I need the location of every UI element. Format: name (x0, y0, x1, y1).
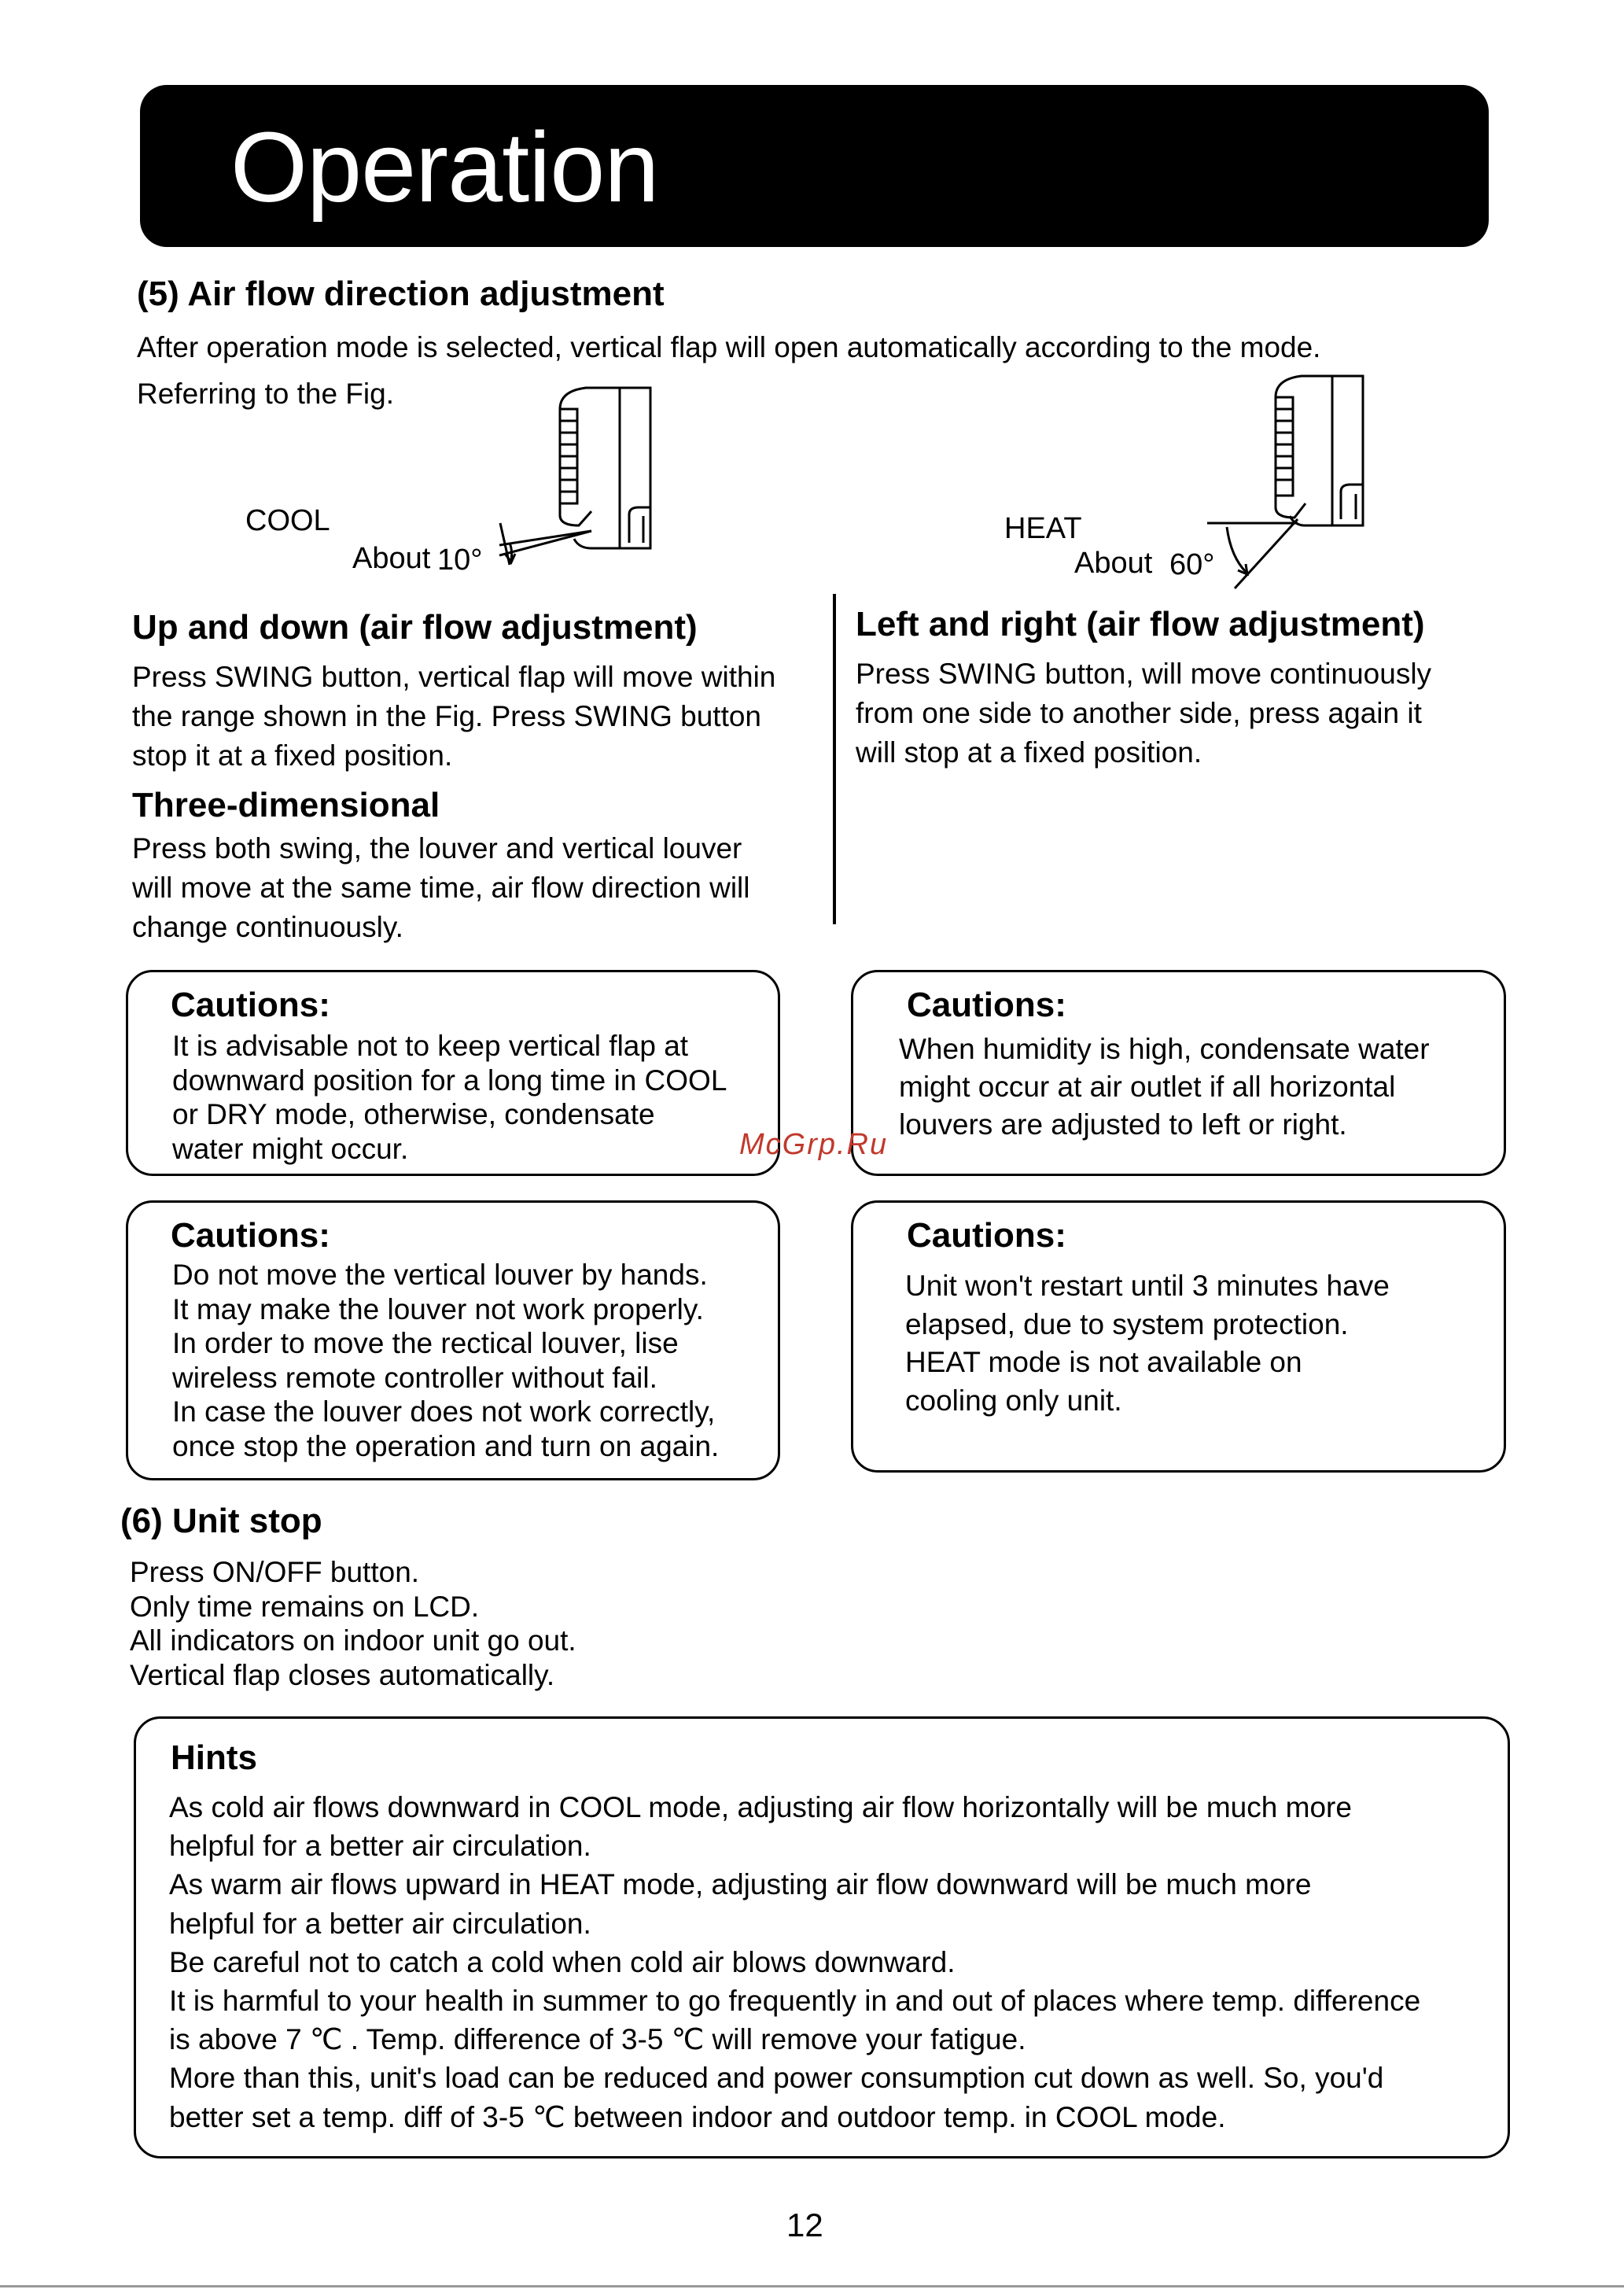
caution-title: Cautions: (171, 986, 330, 1024)
three-dimensional-text (132, 829, 824, 947)
caution-line: HEAT mode is not available on (905, 1346, 1302, 1378)
leftright-heading: Left and right (air flow adjustment) (856, 605, 1425, 643)
caution-line: Do not move the vertical louver by hands. (172, 1259, 708, 1291)
hints-box (134, 1716, 1510, 2158)
hint-line: better set a temp. diff of 3-5 ℃ between indoor and outdoor temp. in COOL mode. (169, 2100, 1226, 2133)
unit-stop-line: All indicators on indoor unit go out. (130, 1624, 576, 1657)
caution-line: When humidity is high, condensate water (899, 1033, 1430, 1065)
page-title: Operation (230, 112, 659, 223)
caution-box-humidity (851, 970, 1506, 1176)
threed-line: change continuously. (132, 911, 403, 943)
heat-mode-label: HEAT (1004, 512, 1082, 545)
section-5-heading: (5) Air flow direction adjustment (137, 275, 665, 313)
caution-line: downward position for a long time in COOL (172, 1064, 727, 1097)
caution-line: elapsed, due to system protection. (905, 1307, 1349, 1340)
unit-stop-line: Press ON/OFF button. (130, 1556, 420, 1588)
caution-text (899, 1030, 1430, 1144)
hint-line: It is harmful to your health in summer to go frequently in and out of places where temp. difference (169, 1985, 1421, 2018)
caution-line: once stop the operation and turn on again. (172, 1429, 720, 1462)
leftright-line: from one side to another side, press again it (856, 697, 1422, 729)
threed-line: Press both swing, the louver and vertical louver (132, 832, 742, 864)
caution-box-condensate-cool (126, 970, 780, 1176)
hint-line: Be careful not to catch a cold when cold air blows downward. (169, 1945, 956, 1978)
caution-title: Cautions: (171, 1216, 330, 1255)
leftright-line: will stop at a fixed position. (856, 736, 1202, 769)
cool-mode-label: COOL (245, 504, 330, 537)
hint-line: helpful for a better air circulation. (169, 1830, 591, 1863)
caution-line: might occur at air outlet if all horizontal (899, 1071, 1396, 1103)
updown-line: the range shown in the Fig. Press SWING button (132, 700, 761, 732)
hints-title: Hints (171, 1738, 257, 1777)
section-5-intro: After operation mode is selected, vertical flap will open automatically according to the mode. (137, 331, 1321, 363)
header-banner (140, 85, 1489, 247)
heat-ac-unit-drawing (0, 0, 1, 1)
watermark: McGrp.Ru (739, 1128, 889, 1161)
caution-line: It is advisable not to keep vertical flap at (172, 1030, 689, 1062)
caution-box-louver-hands (126, 1200, 780, 1480)
caution-line: wireless remote controller without fail. (172, 1361, 657, 1394)
caution-line: water might occur. (172, 1132, 409, 1165)
caution-text (172, 1029, 727, 1166)
caution-line: louvers are adjusted to left or right. (899, 1108, 1347, 1141)
heat-about-label: About (1074, 547, 1153, 580)
leftright-text (856, 654, 1563, 772)
updown-line: stop it at a fixed position. (132, 739, 453, 772)
caution-box-restart (851, 1200, 1506, 1473)
leftright-line: Press SWING button, will move continuously (856, 658, 1432, 690)
threed-line: will move at the same time, air flow direction will (132, 872, 750, 904)
section-5-referring: Referring to the Fig. (137, 378, 394, 410)
column-divider (833, 594, 836, 924)
heat-angle-label: 60° (1169, 548, 1215, 581)
hint-line: As cold air flows downward in COOL mode, adjusting air flow horizontally will be much more (169, 1791, 1352, 1823)
updown-heading: Up and down (air flow adjustment) (132, 608, 698, 647)
caution-line: Unit won't restart until 3 minutes have (905, 1270, 1390, 1302)
hint-line: As warm air flows upward in HEAT mode, adjusting air flow downward will be much more (169, 1868, 1312, 1901)
caution-line: In case the louver does not work correctly, (172, 1395, 716, 1428)
unit-stop-line: Only time remains on LCD. (130, 1590, 480, 1623)
caution-text (172, 1258, 719, 1463)
caution-line: cooling only unit. (905, 1384, 1122, 1417)
section-6-text (130, 1555, 576, 1692)
section-6-heading: (6) Unit stop (120, 1502, 322, 1540)
hint-line: More than this, unit's load can be reduced and power consumption cut down as well. So, you'd (169, 2062, 1384, 2095)
updown-line: Press SWING button, vertical flap will move within (132, 661, 776, 693)
cool-angle-label: 10° (437, 544, 483, 577)
unit-stop-line: Vertical flap closes automatically. (130, 1658, 555, 1691)
cool-about-label: About (352, 542, 431, 575)
hint-line: helpful for a better air circulation. (169, 1907, 591, 1940)
caution-title: Cautions: (907, 986, 1066, 1024)
updown-text (132, 658, 824, 776)
page-number: 12 (786, 2206, 823, 2243)
caution-title: Cautions: (907, 1216, 1066, 1255)
caution-line: In order to move the rectical louver, lise (172, 1327, 679, 1359)
page-bottom-edge (0, 2285, 1624, 2287)
three-dimensional-heading: Three-dimensional (132, 786, 440, 824)
caution-line: or DRY mode, otherwise, condensate (172, 1098, 655, 1130)
caution-line: It may make the louver not work properly. (172, 1292, 704, 1325)
hints-text (169, 1788, 1506, 2136)
caution-text (905, 1267, 1390, 1420)
hint-line: is above 7 ℃ . Temp. difference of 3-5 ℃ will remove your fatigue. (169, 2023, 1026, 2056)
